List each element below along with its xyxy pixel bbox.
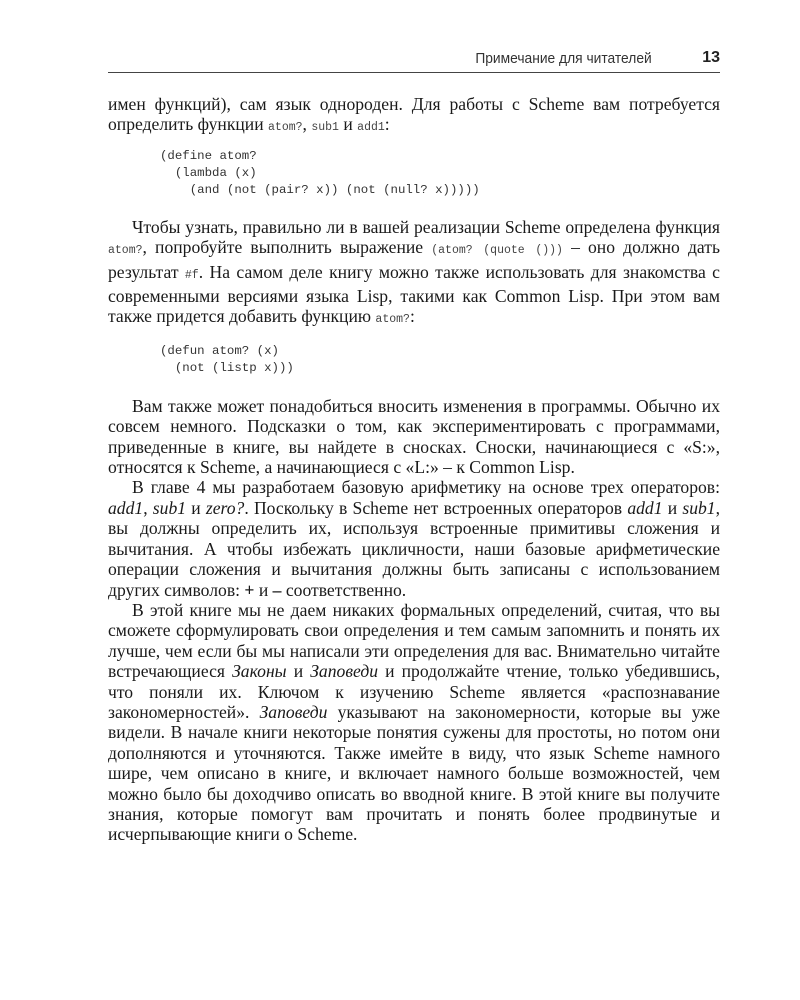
text-run: . На самом деле книгу можно также использовать для знакомства с современными версиями языка Lisp, такими как Common Lisp. При этом вам также придется добавить функцию (108, 261, 720, 327)
paragraph-1 (108, 94, 720, 139)
text-run: соответственно. (281, 579, 407, 600)
text-run: , (302, 114, 312, 135)
paragraph-3: Вам также может понадобиться вносить изменения в программы. Обычно их совсем немного. Подсказки о том, как экспериментировать с программами, приведенные в книге, вы найдете в сносках. Сноски, начинающиеся с «S:», относятся к Scheme, а начинающиеся с «L:» – к Common Lisp. (108, 395, 720, 478)
inline-code: atom? (108, 244, 143, 258)
italic-term: add1 (108, 497, 144, 518)
inline-code: sub1 (311, 121, 339, 135)
text-run: . Поскольку в Scheme нет встроенных операторов (244, 497, 628, 518)
bold-symbol: – (272, 579, 282, 600)
text-run: и (186, 497, 206, 518)
text-run: и продолжайте чтение, только убедившись, что поняли их. Ключом к изучению Scheme является «распознавание закономерностей». (108, 661, 720, 722)
inline-code: #f (184, 268, 199, 282)
italic-term: sub1 (682, 497, 716, 518)
inline-code: atom? (375, 313, 410, 327)
italic-term: zero? (205, 497, 245, 518)
running-header-title: Примечание для читателей (475, 50, 652, 67)
text-run: Чтобы узнать, правильно ли в вашей реализации Scheme определена функция (132, 216, 720, 237)
text-run: указывают на закономерности, которые вы уже видели. В начале книги некоторые понятия сужены для простоты, но потом они дополняются и уточняются. Также имейте в виду, что язык Scheme намного шире, чем описано в книге, и включает намного больше возможностей, чем можно было бы доходчиво описать во вводной книге. В этой книге вы получите знания, которые помогут вам прочитать и понять более продвинутые и исчерпывающие книги о Scheme. (108, 701, 721, 845)
code-block-scheme: (define atom? (lambda (x) (and (not (pair? x)) (not (null? x))))) (160, 148, 480, 197)
text-run: В этой книге мы не даем никаких формальных определений, считая, что вы сможете сформулировать свои определения и тем самым запомнить и понять их лучше, чем если бы мы написали эти определения для вас. Внимательно читайте встречающиеся (108, 599, 720, 682)
text-run: : (409, 306, 415, 327)
text-run: , (143, 497, 153, 518)
bold-symbol: + (244, 579, 255, 600)
body-text (108, 94, 720, 845)
text-run: и (286, 661, 311, 682)
text-run: : (384, 114, 390, 135)
page-number: 13 (702, 49, 720, 66)
text-run: , попробуйте выполнить выражение (142, 237, 432, 258)
text-run: В главе 4 мы разработаем базовую арифметику на основе трех операторов: (132, 477, 720, 498)
italic-term: Заповеди (310, 661, 379, 682)
italic-term: add1 (627, 497, 663, 518)
inline-code: atom? (268, 121, 303, 135)
text-run: – оно должно дать результат (108, 237, 720, 282)
paragraph-2 (108, 217, 720, 331)
text-run: и (254, 579, 273, 600)
running-header (108, 50, 720, 72)
text-run: и (338, 114, 358, 135)
code-block-common-lisp: (defun atom? (x) (not (listp x))) (160, 343, 294, 375)
text-run: имен функций), сам язык однороден. Для работы с Scheme вам потребуется определить функции (108, 94, 720, 135)
paragraph-4 (108, 477, 720, 599)
header-rule (108, 72, 720, 73)
text-run: , вы должны определить их, используя встроенные примитивы сложения и вычитания. А чтобы избежать цикличности, наши базовые арифметические операции сложения и вычитания должны быть записаны с использованием других символов: (108, 497, 720, 600)
italic-term: Заповеди (259, 701, 328, 722)
italic-term: sub1 (152, 497, 187, 518)
italic-term: Законы (232, 661, 287, 682)
paragraph-5 (108, 600, 720, 845)
inline-code: (atom? (quote ())) (431, 244, 563, 258)
inline-code: add1 (357, 121, 385, 135)
text-run: и (662, 497, 683, 518)
